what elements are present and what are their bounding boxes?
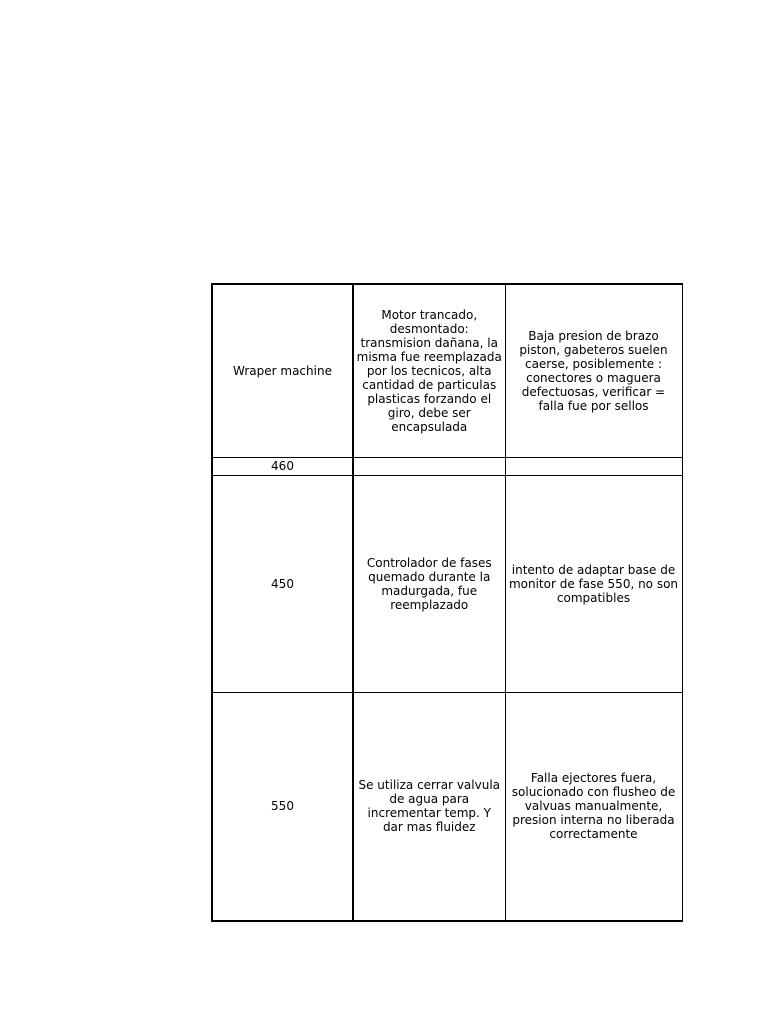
table-cell-machine — [212, 284, 353, 457]
table-cell-issue — [505, 692, 682, 921]
table-cell-machine — [212, 475, 353, 692]
cell-text: Wraper machine — [233, 363, 332, 378]
machine-issues-table — [211, 283, 683, 922]
table-cell-issue — [505, 457, 682, 475]
cell-text: Controlador de fases quemado durante la madurgada, fue reemplazado — [366, 555, 492, 612]
cell-text: intento de adaptar base de monitor de fase 550, no son compatibles — [508, 562, 679, 605]
table-cell-issue — [505, 284, 682, 457]
cell-text: Baja presion de brazo piston, gabeteros suelen caerse, posiblemente : conectores o maguera defectuosas, verificar = falla fue por sellos — [519, 328, 668, 413]
table-cell-machine — [212, 457, 353, 475]
table-cell-issue — [505, 475, 682, 692]
table-row — [212, 692, 682, 921]
table-cell-machine — [212, 692, 353, 921]
table-cell-issue — [353, 692, 505, 921]
table-cell-issue — [353, 284, 505, 457]
cell-text: 450 — [271, 576, 294, 591]
cell-text: Falla ejectores fuera, solucionado con flusheo de valvuas manualmente, presion interna no liberada correctamente — [511, 771, 676, 842]
table-row — [212, 284, 682, 457]
table-cell-issue — [353, 475, 505, 692]
cell-text: 550 — [271, 799, 294, 814]
cell-text: Se utiliza cerrar valvula de agua para incrementar temp. Y dar mas fluidez — [358, 778, 500, 835]
cell-text: 460 — [271, 459, 294, 473]
table-row — [212, 475, 682, 692]
cell-text: Motor trancado, desmontado: transmision dañana, la misma fue reemplazada por los tecnicos, alta cantidad de particulas plasticas forzando el giro, debe ser encapsulada — [356, 307, 502, 434]
table-row — [212, 457, 682, 475]
table-cell-issue — [353, 457, 505, 475]
